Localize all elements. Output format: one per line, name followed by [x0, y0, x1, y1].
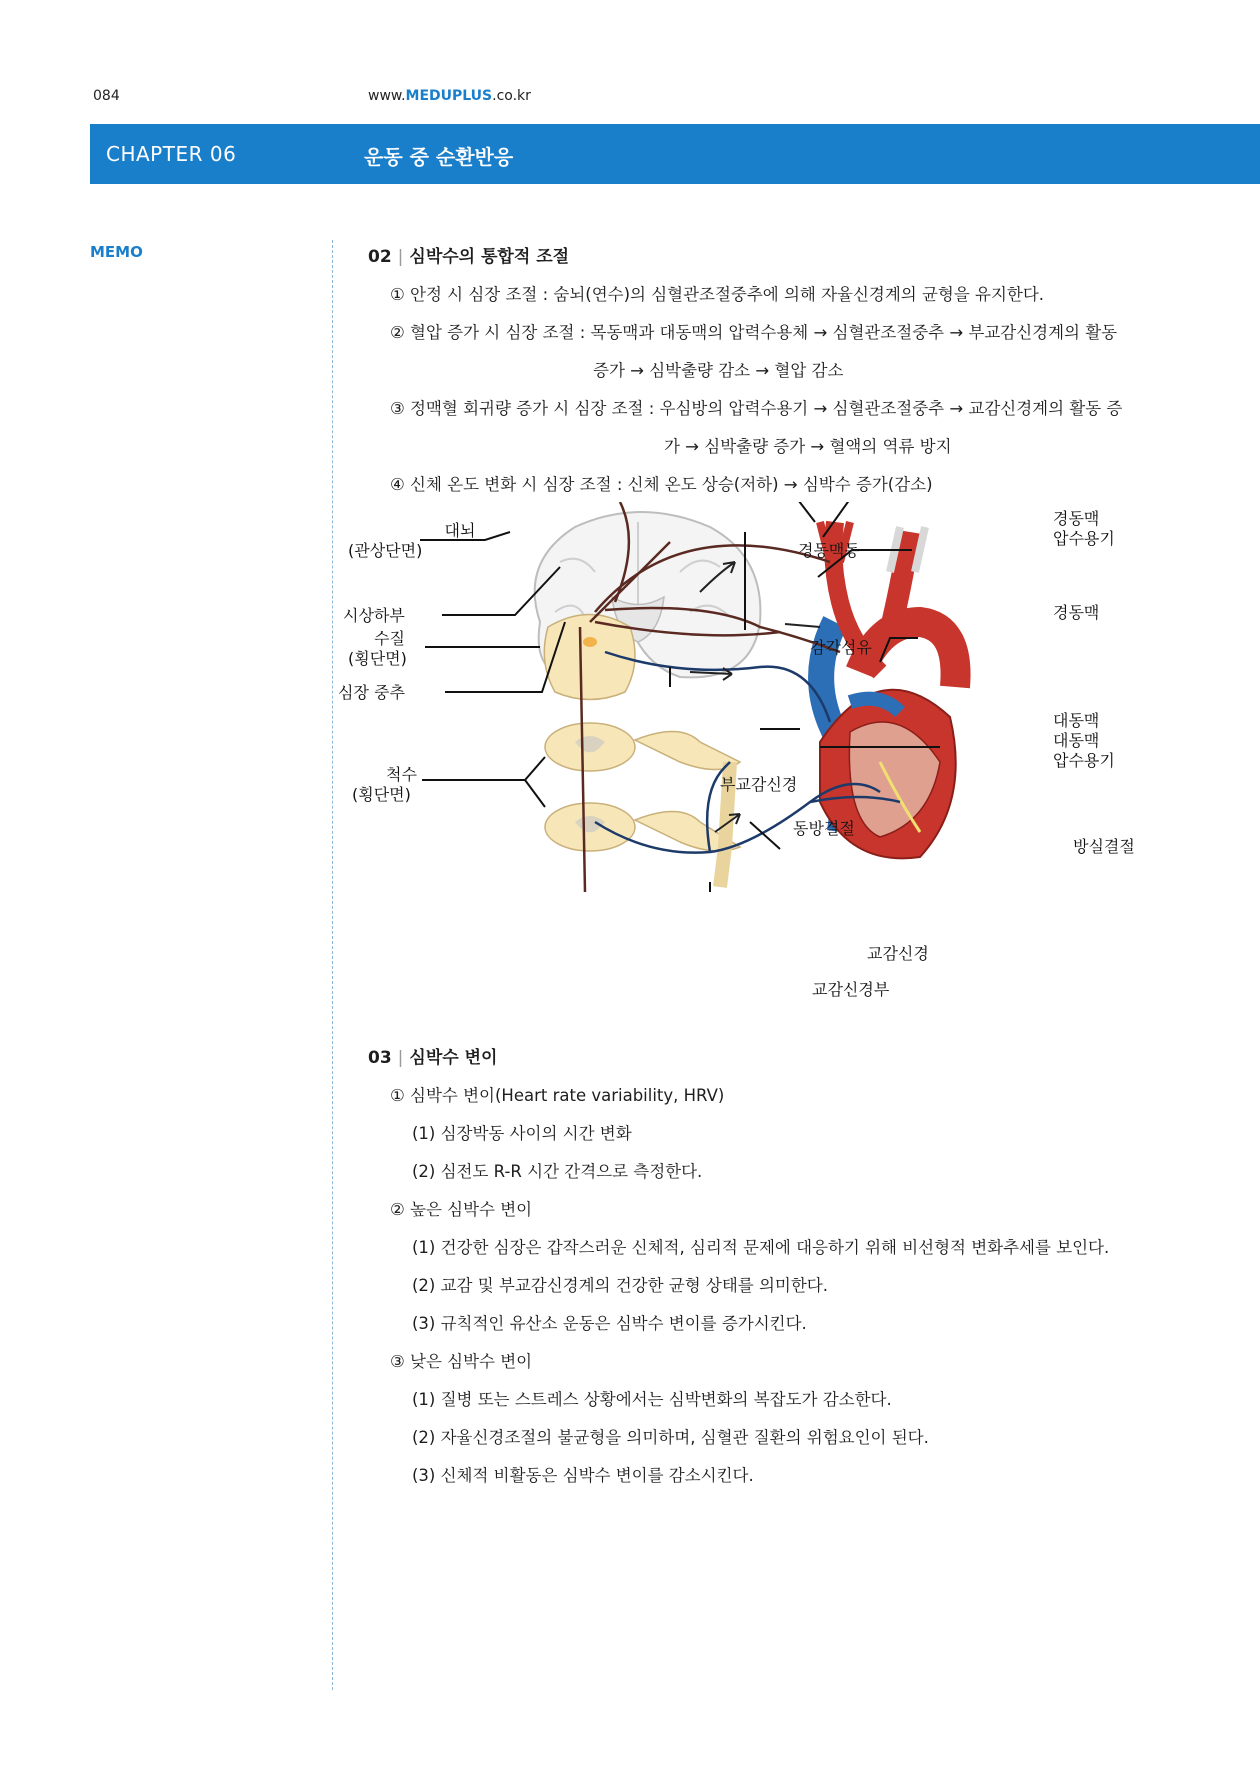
section-02-item-2-cont: 증가 → 심박출량 감소 → 혈압 감소	[593, 361, 844, 380]
label-av-node: 방실결절	[1073, 837, 1135, 856]
heart-illustration	[820, 522, 956, 858]
section-02-heading	[368, 242, 569, 267]
label-cerebrum	[440, 520, 480, 541]
section-03-item-3-3: (3) 신체적 비활동은 심박수 변이를 감소시킨다.	[412, 1466, 754, 1485]
section-02-item-3: ③ 정맥혈 회귀량 증가 시 심장 조절 : 우심방의 압력수용기 → 심혈관조절중추 → 교감신경계의 활동 증	[390, 399, 1123, 418]
label-cerebrum-line1: 대뇌	[444, 521, 476, 540]
section-02-item-4: ④ 신체 온도 변화 시 심장 조절 : 신체 온도 상승(저하) → 심박수 증가(감소)	[390, 475, 933, 494]
memo-divider	[332, 240, 333, 1690]
chapter-band	[90, 124, 1260, 184]
section-03-item-3: ③ 낮은 심박수 변이	[390, 1352, 533, 1371]
section-02-item-2: ② 혈압 증가 시 심장 조절 : 목동맥과 대동맥의 압력수용체 → 심혈관조절중추 → 부교감신경계의 활동	[390, 323, 1118, 342]
site-url[interactable]	[368, 88, 531, 104]
label-medulla-sub: (횡단면)	[348, 649, 407, 668]
label-parasympathetic: 부교감신경	[720, 775, 798, 794]
section-03-heading	[368, 1043, 497, 1068]
section-03-number: 03	[368, 1048, 392, 1068]
section-02-item-1: ① 안정 시 심장 조절 : 숨뇌(연수)의 심혈관조절중추에 의해 자율신경계의 균형을 유지한다.	[390, 285, 1045, 304]
site-suffix: .co.kr	[492, 88, 531, 104]
label-sensory-fiber: 감각섬유	[810, 638, 872, 657]
site-brand: MEDUPLUS	[405, 88, 493, 104]
section-03-item-1-1: (1) 심장박동 사이의 시간 변화	[412, 1124, 632, 1143]
figure-drawing	[380, 502, 1140, 1017]
section-03-item-3-2: (2) 자율신경조절의 불균형을 의미하며, 심혈관 질환의 위험요인이 된다.	[412, 1428, 929, 1447]
section-03-item-2-2: (2) 교감 및 부교감신경계의 건강한 균형 상태를 의미한다.	[412, 1276, 828, 1295]
section-03-item-2-3: (3) 규칙적인 유산소 운동은 심박수 변이를 증가시킨다.	[412, 1314, 807, 1333]
label-cerebrum-sub: (관상단면)	[348, 541, 423, 560]
chapter-title: 운동 중 순환반응	[364, 145, 514, 169]
label-spinal-cord-sub: (횡단면)	[352, 785, 411, 804]
section-03-item-2: ② 높은 심박수 변이	[390, 1200, 533, 1219]
page-number: 084	[93, 88, 120, 104]
section-03-item-1: ① 심박수 변이(Heart rate variability, HRV)	[390, 1086, 725, 1105]
label-spinal-cord: 척수	[386, 765, 417, 784]
label-sympathetic: 교감신경	[867, 944, 929, 963]
section-03-title: 심박수 변이	[409, 1048, 498, 1068]
label-carotid-baro: 경동맥	[1053, 509, 1100, 528]
section-02-item-3-cont: 가 → 심박출량 증가 → 혈액의 역류 방지	[664, 437, 952, 456]
section-02-number: 02	[368, 247, 392, 267]
label-aortic-baro-sub: 압수용기	[1053, 751, 1115, 770]
section-separator: |	[397, 1048, 404, 1068]
section-03-item-2-1: (1) 건강한 심장은 갑작스러운 신체적, 심리적 문제에 대응하기 위해 비선형적 변화추세를 보인다.	[412, 1238, 1110, 1257]
label-aortic-baro: 대동맥	[1053, 731, 1100, 750]
label-carotid-baro-sub: 압수용기	[1053, 529, 1115, 548]
label-aorta: 대동맥	[1053, 711, 1100, 730]
section-separator: |	[397, 247, 404, 267]
section-02-title: 심박수의 통합적 조절	[409, 247, 570, 267]
section-03-item-1-2: (2) 심전도 R-R 시간 간격으로 측정한다.	[412, 1162, 703, 1181]
chapter-label: CHAPTER 06	[106, 142, 237, 166]
section-03-item-3-1: (1) 질병 또는 스트레스 상황에서는 심박변화의 복잡도가 감소한다.	[412, 1390, 892, 1409]
label-carotid-sinus: 경동맥동	[798, 541, 860, 560]
spinal-section-upper	[545, 723, 740, 771]
site-prefix: www.	[368, 88, 406, 104]
label-sa-node: 동방결절	[793, 819, 855, 838]
label-carotid-artery: 경동맥	[1053, 603, 1100, 622]
label-medulla: 수질	[374, 629, 405, 648]
spinal-section-lower	[545, 762, 740, 887]
memo-label: MEMO	[90, 243, 143, 261]
label-hypothalamus: 시상하부	[343, 606, 405, 625]
label-cardiac-center: 심장 중추	[338, 683, 405, 702]
label-sympathetic-chain: 교감신경부	[812, 980, 890, 999]
cardiac-regulation-figure	[338, 502, 1140, 1017]
